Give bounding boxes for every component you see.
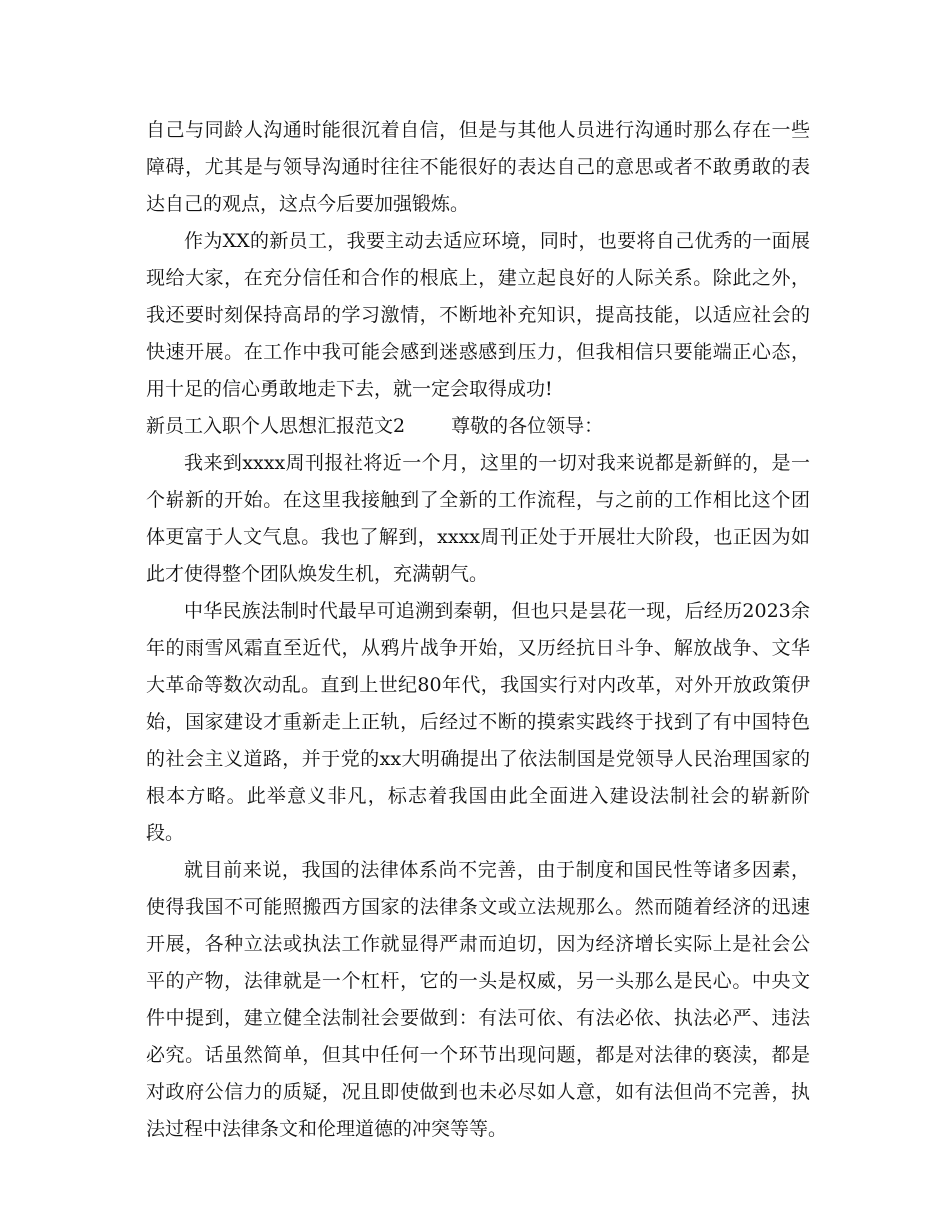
paragraph-history: 中华民族法制时代最早可追溯到秦朝，但也只是昙花一现，后经历2023余年的雨雪风霜直至近代，从鸦片战争开始，又历经抗日斗争、解放战争、文华大革命等数次动乱。直到上世纪80年代，我国实行对内改革，对外开放政策伊始，国家建设才重新走上正轨，后经过不断的摸索实践终于找到了有中国特色的社会主义道路，并于党的xx大明确提出了依法制国是党领导人民治理国家的根本方略。此举意义非凡，标志着我国由此全面进入建设法制社会的崭新阶段。 xyxy=(146,600,810,844)
greeting: 尊敬的各位领导： xyxy=(451,415,604,437)
paragraph-continuation: 自己与同龄人沟通时能很沉着自信，但是与其他人员进行沟通时那么存在一些障碍，尤其是与领导沟通时往往不能很好的表达自己的意思或者不敢勇敢的表达自己的观点，这点今后要加强锻炼。 xyxy=(146,119,810,215)
paragraph-new-employee: 作为XX的新员工，我要主动去适应环境，同时，也要将自己优秀的一面展现给大家，在充分信任和合作的根底上，建立起良好的人际关系。除此之外，我还要时刻保持高昂的学习激情，不断地补充知识，提高技能，以适应社会的快速开展。在工作中我可能会感到迷惑感到压力，但我相信只要能端正心态，用十足的信心勇敢地走下去，就一定会取得成功! xyxy=(146,230,810,400)
section-title-line xyxy=(146,408,810,445)
paragraph-newspaper: 我来到xxxx周刊报社将近一个月，这里的一切对我来说都是新鲜的，是一个崭新的开始。在这里我接触到了全新的工作流程，与之前的工作相比这个团体更富于人文气息。我也了解到，xxxx周刊正处于开展壮大阶段，也正因为如此才使得整个团队焕发生机，充满朝气。 xyxy=(146,452,810,585)
paragraph-law: 就目前来说，我国的法律体系尚不完善，由于制度和国民性等诸多因素，使得我国不可能照搬西方国家的法律条文或立法规那么。然而随着经济的迅速开展，各种立法或执法工作就显得严肃而迫切，因为经济增长实际上是社会公平的产物，法律就是一个杠杆，它的一头是权威，另一头那么是民心。中央文件中提到，建立健全法制社会要做到：有法可依、有法必依、执法必严、违法必究。话虽然简单，但其中任何一个环节出现问题，都是对法律的亵渎，都是对政府公信力的质疑，况且即使做到也未必尽如人意，如有法但尚不完善，执法过程中法律条文和伦理道德的冲突等等。 xyxy=(146,859,810,1140)
document-page xyxy=(146,112,810,1148)
section-title: 新员工入职个人思想汇报范文2 xyxy=(146,415,406,437)
